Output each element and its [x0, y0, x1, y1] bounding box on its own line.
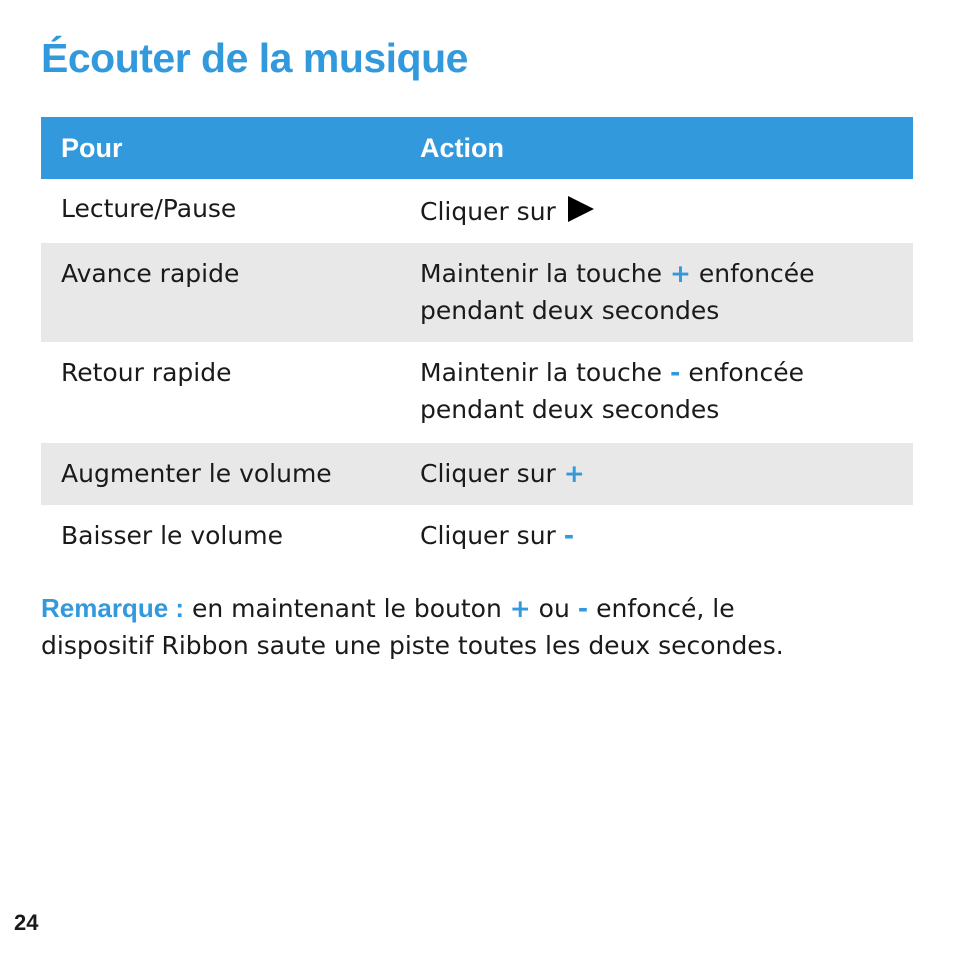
table-row: [41, 243, 913, 342]
row-action: [420, 505, 913, 567]
play-icon: [568, 196, 594, 222]
minus-key: -: [563, 521, 575, 550]
action-text: pendant deux secondes: [420, 395, 720, 424]
action-text: enfoncée: [698, 259, 815, 288]
row-label: Lecture/Pause: [61, 194, 237, 223]
note-text: dispositif Ribbon saute une piste toutes les deux secondes.: [41, 631, 784, 660]
row-label: Avance rapide: [61, 259, 240, 288]
note-label: Remarque :: [41, 593, 185, 623]
controls-table: [41, 117, 913, 567]
header-action: Action: [420, 132, 504, 163]
table-row: [41, 443, 913, 505]
row-action: [420, 179, 913, 243]
table-row: [41, 179, 913, 243]
minus-key: -: [577, 594, 589, 623]
page-title: Écouter de la musique: [41, 35, 468, 81]
action-text: Cliquer sur: [420, 197, 556, 226]
table-row: [41, 505, 913, 567]
plus-key: +: [509, 594, 531, 623]
note-text: en maintenant le bouton: [192, 594, 502, 623]
action-text: Cliquer sur: [420, 459, 556, 488]
row-label: Baisser le volume: [61, 521, 283, 550]
row-action: [420, 243, 913, 342]
action-text: pendant deux secondes: [420, 296, 720, 325]
minus-key: -: [669, 358, 681, 387]
action-text: Maintenir la touche: [420, 358, 663, 387]
action-text: Cliquer sur: [420, 521, 556, 550]
row-action: [420, 342, 913, 443]
plus-key: +: [563, 459, 585, 488]
note-paragraph: [41, 590, 921, 664]
plus-key: +: [669, 259, 691, 288]
header-pour: Pour: [61, 132, 123, 163]
table-row: [41, 342, 913, 443]
row-label: Retour rapide: [61, 358, 232, 387]
note-text: enfoncé, le: [596, 594, 735, 623]
row-action: [420, 443, 913, 505]
action-text: Maintenir la touche: [420, 259, 663, 288]
action-text: enfoncée: [688, 358, 804, 387]
table-header: [41, 117, 913, 179]
row-label: Augmenter le volume: [61, 459, 332, 488]
note-text: ou: [538, 594, 570, 623]
page-number: 24: [14, 910, 39, 935]
